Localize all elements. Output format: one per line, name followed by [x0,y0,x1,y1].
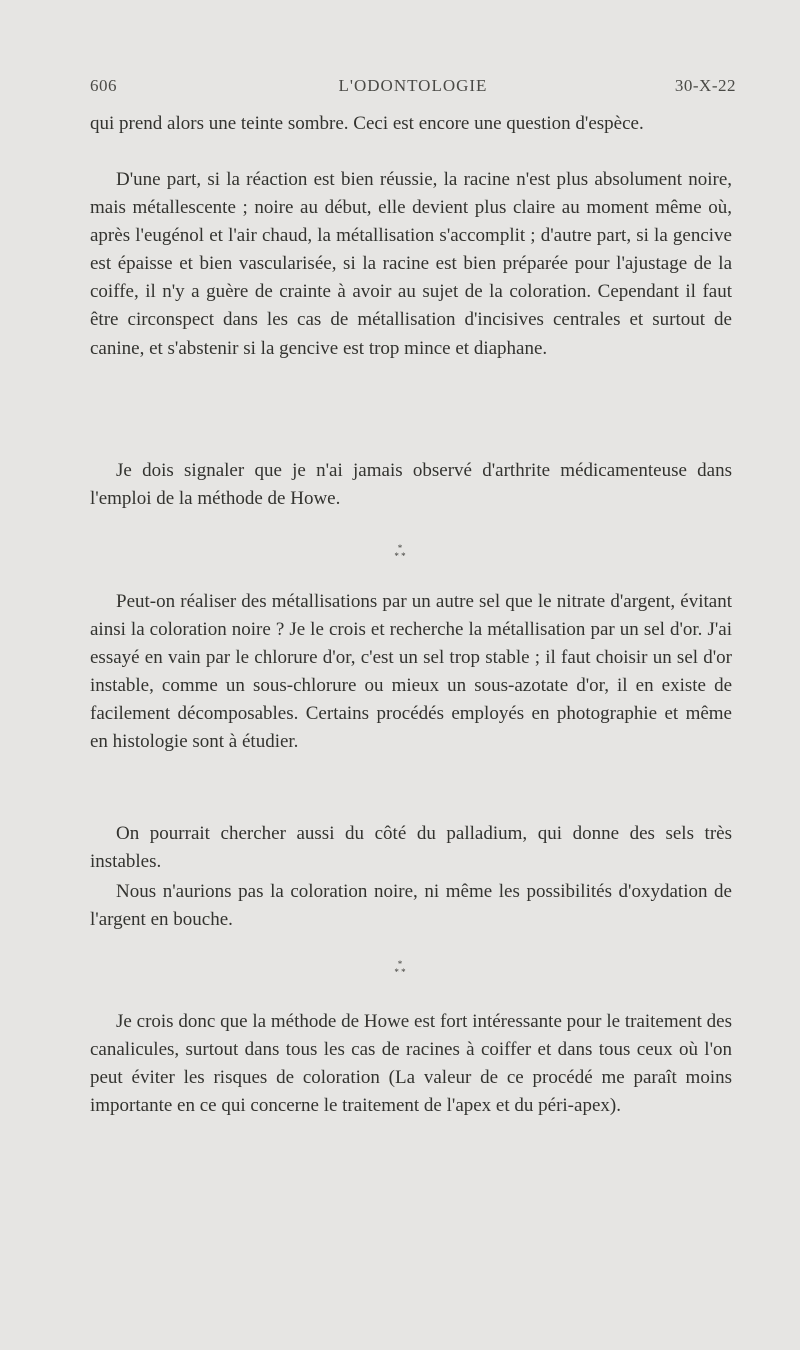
issue-date: 30-X-22 [674,76,736,95]
page-number: 606 [90,76,117,95]
paragraph-arthrite: Je dois signaler que je n'ai jamais observé d'arthrite médicamenteuse dans l'emploi de la méthode de Howe. [90,460,732,510]
journal-title: L'ODONTOLOGIE [338,76,488,95]
asterism-bottom-stars: * * [394,551,406,561]
asterism-top-star: * [397,959,403,969]
paragraph-sel-d-or: Peut-on réaliser des métallisations par un autre sel que le nitrate d'argent, évitant ainsi la coloration noire ? Je le crois et recherche la métallisation par un sel d'or. J'ai essayé en vain par le chlorure d'or, c'est un sel trop stable ; il faut choisir un sel d'or instable, comme un sous-chlorure ou mieux un sous-azotate d'or, il en existe de facilement décomposables. Certains procédés employés en photographie et même en histologie sont à étudier. [90,591,732,753]
asterism-top-star: * [397,543,403,553]
asterism-bottom-stars: * * [394,967,406,977]
paragraph-continuation: qui prend alors une teinte sombre. Ceci est encore une question d'espèce. [90,113,644,134]
section-asterism-2 [0,960,800,976]
paragraph-reaction: D'une part, si la réaction est bien réussie, la racine n'est plus absolument noire, mais métallescente ; noire au début, elle devient plus claire au moment même où, après l'eugénol et l'air chaud, la métallisation s'accomplit ; d'autre part, si la gencive est épaisse et bien vascularisée, si la racine est bien préparée pour l'ajustage de la coiffe, il n'y a guère de crainte à avoir au sujet de la coloration. Cependant il faut être circonspect dans les cas de métallisation d'incisives centrales et surtout de canine, et s'abstenir si la gencive est trop mince et diaphane. [90,169,732,359]
paragraph-palladium: On pourrait chercher aussi du côté du palladium, qui donne des sels très instables. [90,823,732,873]
section-asterism [0,544,800,560]
paragraph-conclusion: Je crois donc que la méthode de Howe est fort intéressante pour le traitement des canalicules, surtout dans tous les cas de racines à coiffer et dans tous ceux où l'on peut éviter les risques de coloration (La valeur de ce procédé me paraît moins importante en ce qui concerne le traitement de l'apex et du péri-apex). [90,1011,732,1117]
running-header [90,76,736,100]
paragraph-oxydation: Nous n'aurions pas la coloration noire, ni même les possibilités d'oxydation de l'argent en bouche. [90,881,732,931]
